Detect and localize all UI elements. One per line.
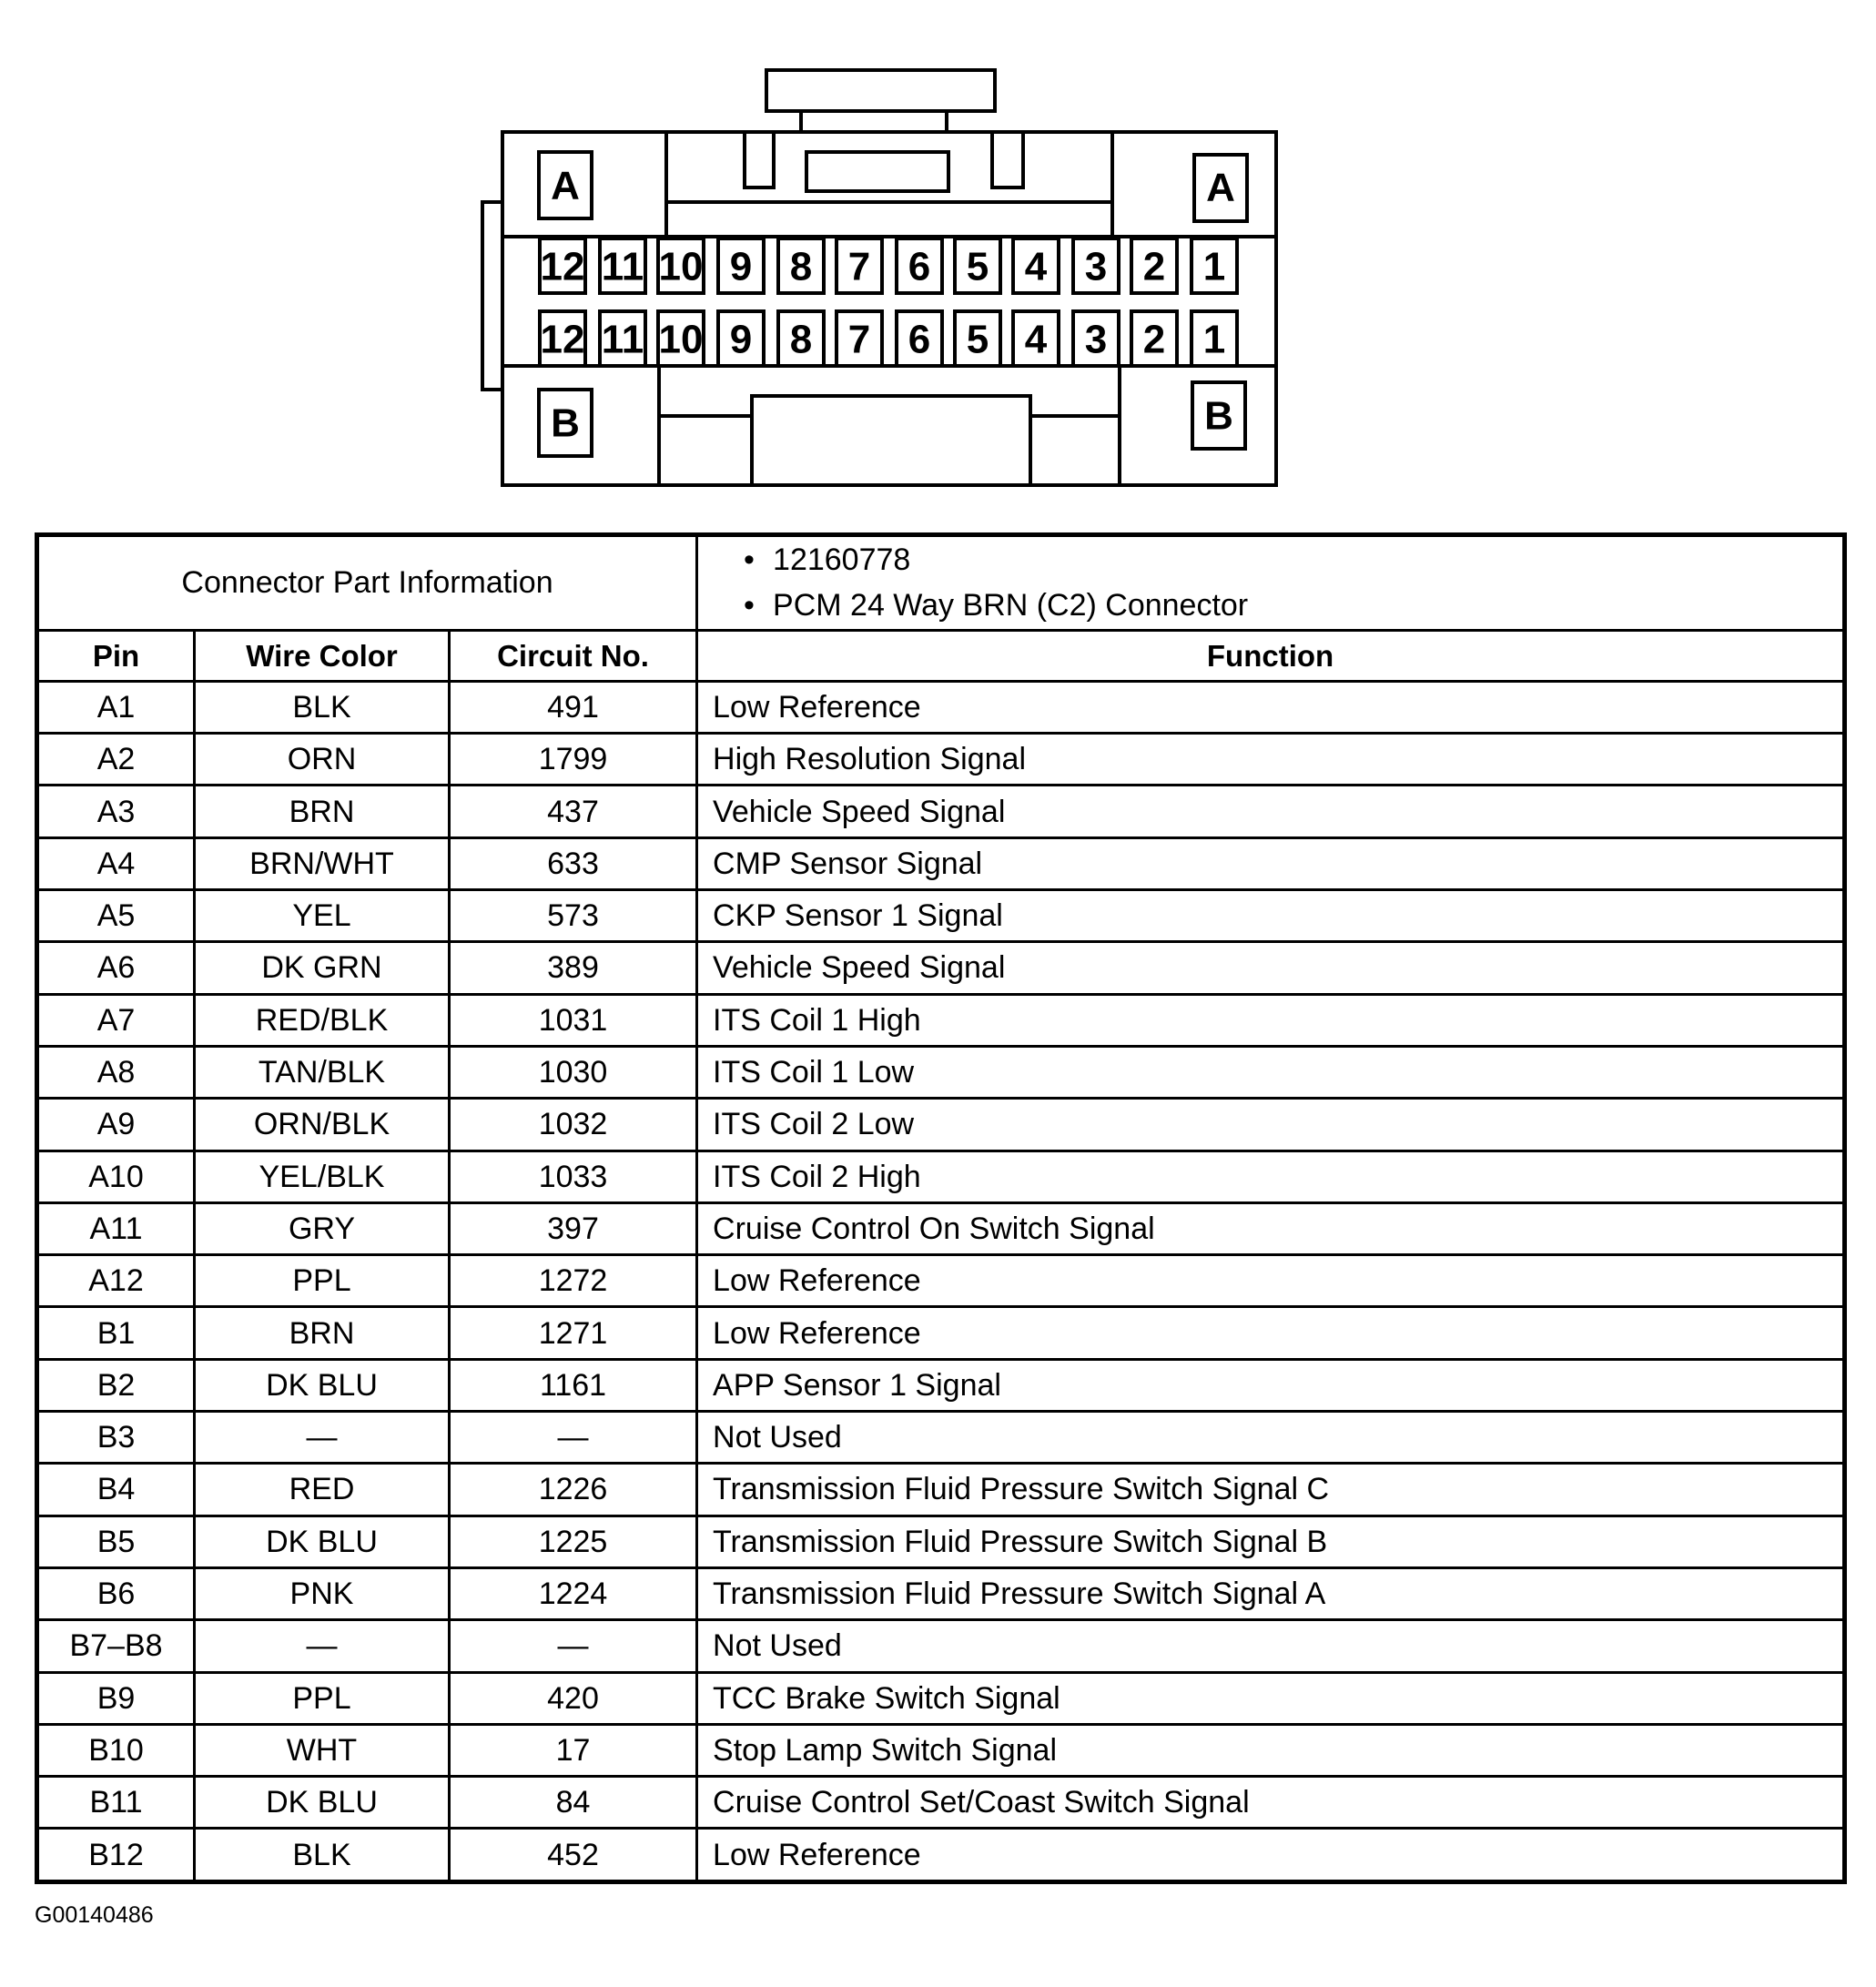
part-info-row [37,535,1845,631]
function-cell: Vehicle Speed Signal [697,942,1845,994]
row-b-cavity [1131,311,1177,366]
row-b-pin-number: 7 [847,317,871,362]
row-a-pin-number: 8 [789,244,813,289]
circuit-cell: 1224 [450,1567,697,1619]
wire-color-cell: YEL/BLK [195,1151,450,1202]
table-row [37,734,1845,786]
pin-cell: B1 [37,1307,195,1359]
row-b-pin-number: 11 [601,317,644,362]
function-cell: Not Used [697,1620,1845,1672]
circuit-cell: 17 [450,1724,697,1776]
pin-cell: A7 [37,994,195,1046]
function-cell: CKP Sensor 1 Signal [697,890,1845,942]
table-row [37,681,1845,733]
wire-color-cell: PPL [195,1255,450,1307]
row-b-cavity [718,311,764,366]
circuit-cell: 1033 [450,1151,697,1202]
table-row [37,1672,1845,1724]
wire-color-cell: DK BLU [195,1516,450,1567]
function-cell: TCC Brake Switch Signal [697,1672,1845,1724]
pin-cell: B3 [37,1412,195,1464]
row-b-pin-number: 3 [1084,317,1108,362]
row-b-cavity [658,311,704,366]
pin-cell: A5 [37,890,195,942]
function-cell: Low Reference [697,1307,1845,1359]
wire-color-cell: ORN [195,734,450,786]
function-cell: Not Used [697,1412,1845,1464]
pin-cell: A6 [37,942,195,994]
connector-description: • PCM 24 Way BRN (C2) Connector [744,583,1842,628]
row-b-cavity [1192,311,1237,366]
function-cell: ITS Coil 2 Low [697,1099,1845,1151]
pin-cell: A10 [37,1151,195,1202]
pin-cell: B4 [37,1464,195,1516]
function-cell: ITS Coil 1 High [697,994,1845,1046]
wire-color-cell: YEL [195,890,450,942]
part-info-list [697,535,1845,631]
circuit-cell: 1272 [450,1255,697,1307]
svg-text:A: A [1206,165,1235,210]
table-row [37,994,1845,1046]
table-row [37,837,1845,889]
pin-cell: B5 [37,1516,195,1567]
row-a-pin-number: 10 [658,244,704,289]
pinout-table [35,532,1847,1884]
table-row [37,942,1845,994]
header-pin: Pin [37,630,195,681]
row-a-cavity [837,238,882,293]
header-function: Function [697,630,1845,681]
table-row [37,1777,1845,1829]
row-b-cavity [540,311,585,366]
wire-color-cell: DK GRN [195,942,450,994]
row-b-pin-number: 6 [908,317,931,362]
circuit-cell: 1226 [450,1464,697,1516]
row-b-pin-number: 4 [1024,317,1048,362]
row-a-cavity [540,238,585,293]
table-row [37,1412,1845,1464]
connector-face-diagram [0,0,1876,510]
row-a-label-left [539,152,592,218]
row-a-cavity [897,238,942,293]
pin-cell: A1 [37,681,195,733]
table-row [37,1829,1845,1882]
circuit-cell: 1161 [450,1359,697,1411]
table-row [37,1724,1845,1776]
row-a-cavity [1073,238,1119,293]
circuit-cell: 1032 [450,1099,697,1151]
wire-color-cell: GRY [195,1202,450,1254]
wire-color-cell: PNK [195,1567,450,1619]
wire-color-cell: WHT [195,1724,450,1776]
table-row [37,1255,1845,1307]
wire-color-cell: DK BLU [195,1777,450,1829]
circuit-cell: — [450,1620,697,1672]
row-b-label-right [1192,382,1245,449]
row-b-label-left [539,390,592,456]
function-cell: Stop Lamp Switch Signal [697,1724,1845,1776]
header-wire-color: Wire Color [195,630,450,681]
function-cell: Low Reference [697,1829,1845,1882]
row-b-cavity [600,311,645,366]
table-row [37,786,1845,837]
pin-cell: A11 [37,1202,195,1254]
circuit-cell: 420 [450,1672,697,1724]
wire-color-cell: DK BLU [195,1359,450,1411]
row-a-cavity [1192,238,1237,293]
circuit-cell: 389 [450,942,697,994]
circuit-cell: 1271 [450,1307,697,1359]
row-a-cavity [1131,238,1177,293]
svg-text:A: A [551,163,580,208]
row-a-pin-number: 11 [601,244,644,289]
wire-color-cell: BRN/WHT [195,837,450,889]
table-row [37,1516,1845,1567]
circuit-cell: 1799 [450,734,697,786]
row-a-pin-number: 7 [847,244,871,289]
circuit-cell: 1031 [450,994,697,1046]
row-a-label-right [1194,155,1247,221]
row-a-cavity [658,238,704,293]
row-b-pin-number: 1 [1202,317,1226,362]
row-a-pin-number: 1 [1202,244,1226,289]
pinout-rows [37,681,1845,1881]
row-a-cavity [1013,238,1059,293]
wire-color-cell: RED/BLK [195,994,450,1046]
pin-cell: B11 [37,1777,195,1829]
circuit-cell: 437 [450,786,697,837]
table-row [37,1099,1845,1151]
part-number: • 12160778 [744,537,1842,583]
svg-text:B: B [1204,393,1233,439]
row-a-pin-number: 3 [1084,244,1108,289]
wire-color-cell: — [195,1620,450,1672]
function-cell: APP Sensor 1 Signal [697,1359,1845,1411]
wire-color-cell: BLK [195,681,450,733]
wire-color-cell: RED [195,1464,450,1516]
row-b-pin-number: 9 [729,317,753,362]
row-a-pin-number: 2 [1142,244,1166,289]
table-row [37,1046,1845,1098]
circuit-cell: — [450,1412,697,1464]
row-a-pin-number: 9 [729,244,753,289]
row-b-cavity [1013,311,1059,366]
function-cell: ITS Coil 2 High [697,1151,1845,1202]
row-b-cavity [1073,311,1119,366]
row-a-pin-number: 4 [1024,244,1048,289]
figure-id: G00140486 [35,1902,154,1928]
row-a-pin-number: 6 [908,244,931,289]
table-row [37,1202,1845,1254]
table-row [37,890,1845,942]
pin-cell: A8 [37,1046,195,1098]
pin-cell: A4 [37,837,195,889]
circuit-cell: 1030 [450,1046,697,1098]
pin-cell: B6 [37,1567,195,1619]
pin-cell: A9 [37,1099,195,1151]
row-a-cavity [778,238,824,293]
function-cell: ITS Coil 1 Low [697,1046,1845,1098]
wire-color-cell: BLK [195,1829,450,1882]
function-cell: Transmission Fluid Pressure Switch Signal B [697,1516,1845,1567]
wire-color-cell: BRN [195,1307,450,1359]
table-row [37,1151,1845,1202]
table-row [37,1620,1845,1672]
pin-cell: A3 [37,786,195,837]
pin-cell: A12 [37,1255,195,1307]
function-cell: High Resolution Signal [697,734,1845,786]
circuit-cell: 397 [450,1202,697,1254]
pin-cell: A2 [37,734,195,786]
circuit-cell: 633 [450,837,697,889]
row-b-pin-number: 8 [789,317,813,362]
connector-bottom-key [752,396,1030,485]
row-a-cavity [955,238,1000,293]
function-cell: Cruise Control On Switch Signal [697,1202,1845,1254]
function-cell: CMP Sensor Signal [697,837,1845,889]
row-a-pin-number: 12 [540,244,585,289]
row-a-cavity [718,238,764,293]
circuit-cell: 573 [450,890,697,942]
function-cell: Low Reference [697,1255,1845,1307]
header-circuit-no: Circuit No. [450,630,697,681]
circuit-cell: 1225 [450,1516,697,1567]
connector-latch [766,70,995,111]
function-cell: Transmission Fluid Pressure Switch Signal C [697,1464,1845,1516]
row-b-cavity [837,311,882,366]
function-cell: Transmission Fluid Pressure Switch Signal A [697,1567,1845,1619]
part-info-title: Connector Part Information [37,535,697,631]
wire-color-cell: BRN [195,786,450,837]
table-row [37,1359,1845,1411]
pin-cell: B7–B8 [37,1620,195,1672]
row-a-cavity [600,238,645,293]
table-row [37,1567,1845,1619]
function-cell: Low Reference [697,681,1845,733]
circuit-cell: 84 [450,1777,697,1829]
pin-cell: B9 [37,1672,195,1724]
pin-cell: B12 [37,1829,195,1882]
row-b-pin-number: 5 [966,317,989,362]
row-b-cavity [778,311,824,366]
table-row [37,1307,1845,1359]
circuit-cell: 491 [450,681,697,733]
table-row [37,1464,1845,1516]
pin-cell: B10 [37,1724,195,1776]
row-b-cavity [955,311,1000,366]
wire-color-cell: ORN/BLK [195,1099,450,1151]
row-b-pin-number: 2 [1142,317,1166,362]
pin-cell: B2 [37,1359,195,1411]
wire-color-cell: PPL [195,1672,450,1724]
circuit-cell: 452 [450,1829,697,1882]
table-header-row [37,630,1845,681]
row-b-pin-number: 10 [658,317,704,362]
wire-color-cell: TAN/BLK [195,1046,450,1098]
row-a-pin-number: 5 [966,244,989,289]
function-cell: Vehicle Speed Signal [697,786,1845,837]
wire-color-cell: — [195,1412,450,1464]
row-b-cavity [897,311,942,366]
function-cell: Cruise Control Set/Coast Switch Signal [697,1777,1845,1829]
svg-text:B: B [551,400,580,446]
row-b-pin-number: 12 [540,317,585,362]
